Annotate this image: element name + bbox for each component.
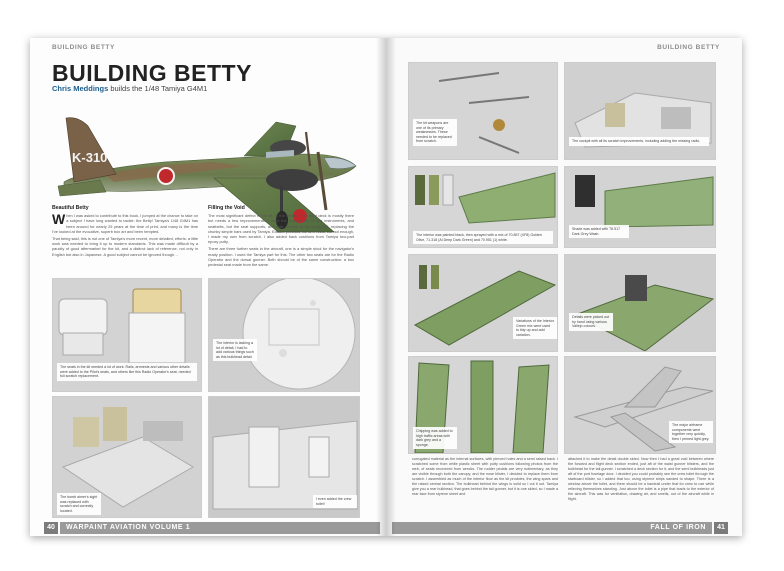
spine-gutter [376,38,396,536]
details-illustration [565,255,716,352]
magazine-spread [30,38,742,536]
right-page [386,38,742,536]
photo-interior-paint [408,166,558,248]
paragraph: The most significant defect in the kit, is the interior. The flight deck is mostly there but needs a few improvements. I used the Eduard set for the instruments, and seatbelts, but the seat supports, and rails needed to be scratched, replacing the chunky simple bars used by Tamiya. Eduard provides the arm rests, but not enough, I made my own from scratch. I also added back cushions from Tamiya two-part epoxy putty. [208,213,354,245]
photo-fuselage-interior [208,396,360,518]
paragraph [52,213,198,234]
running-head-left: BUILDING BETTY [52,44,115,51]
photo-chipping [408,356,558,454]
photo-variations [408,254,558,352]
left-page [30,38,386,536]
caption-crew-toilet: I even added the crew toilet! [313,495,357,508]
tail-code: K-310 [72,150,108,165]
photo-cockpit [564,62,716,160]
caption-major-airframe: The major airframe components went together very quickly, then I primed light grey. [669,421,713,443]
right-text-column-2: attached it to make the detail double sided. Now then I had a great void between where the forward and flight deck section ended, just aft of the waist gunner blisters, and the bulkhead for the tail gunner. I scratched a deck section for it, and the semi bulkheads just aft of the port fuselage door. I decided you could probably see the crew toilet through the starboard blister, so I added that too, using styrene strips sanded to shape. There is a window above the toilet, and there should be a handrail under that for crew to use while relieving themselves standing. Just above the toilet is a pipe that leads to the exterior of the aircraft. This was for ventilation, drawing air, and smells, out of the aircraft while in flight. [568,457,714,501]
text-column-1 [52,206,198,259]
section-heading-beautiful-betty: Beautiful Betty [52,205,89,211]
caption-details: Details were picked out by hand using various Vallejo colours. [569,313,613,331]
caption-shade: Shade was added with 76.517 Dark Grey Wash. [569,225,629,238]
photo-shade [564,166,716,248]
article-byline [52,84,207,93]
caption-cockpit: The cockpit with all its scratch improvements, including adding the missing radio. [569,137,709,146]
photo-bulkhead [208,278,360,392]
photo-seats [52,278,202,392]
photo-bomb-aimer [52,396,202,518]
paragraph-text: hen I was asked to contribute to this book, I jumped at the chance to take on a subject I have long wanted to tackle: the Betty! Tamiya's 1/48 G4M1 has been around for nearly 25 years at the time of print, and many is the time I've looked at the evocative, superb box art and been tempted. [52,213,198,234]
footer-title-right: FALL OF IRON [650,524,706,531]
photo-weapons [408,62,558,160]
page-number-right: 41 [714,522,728,534]
section-heading-filling-the-void: Filling the Void [208,205,245,211]
caption-bomb-aimer: The bomb aimer's sight was replaced with scratch and correctly located. [57,493,101,515]
photo-details [564,254,716,352]
paragraph: There are three further seats in the aircraft, one is a simple stool for the navigator's ready position. I used the Tamiya part for this. The other two seats are for the Radio Operator and the dorsal gunner. Both should be of the same construction: a box pedestal seat made from the same. [208,246,354,268]
bulkhead-illustration [209,279,360,392]
page-number-left: 40 [44,522,58,534]
photo-major-airframe [564,356,716,454]
caption-weapons: The kit weapons are one of its primary weaknesses. These needed to be replaced from scratch. [413,119,457,146]
caption-interior-paint: The interior was painted black, then sprayed with a mix of 70.857 (XF8) Golden Olive, 71.318 (Al Deep Dark Green) and 70.951 (1) white. [413,231,553,244]
paragraph: That being said, this is not one of Tamiya's more recent, more detailed, efforts: a little work was needed to bring it up to modern standards. This was made difficult by a paucity of good aftermarket for the kit, and a distinct lack of reference, not only in English but also in Japanese. A good subject cannot be ignored though… [52,236,198,257]
caption-variations: Variations of the Interior Green mix were used to tidy up and add variation. [513,317,557,339]
byline-rest: builds the 1/48 Tamiya G4M1 [108,84,208,93]
caption-seats: The seats in the kit needed a lot of work. Rails, armrests and various other details were added to the Pilot's seats, and others like this Radio Operator's seat, needed full scratch replacement. [57,363,197,381]
article-title: BUILDING BETTY [52,60,252,86]
caption-chipping: Chipping was added to high traffic areas with dark grey and a sponge. [413,427,457,449]
running-head-right: BUILDING BETTY [657,44,720,51]
drop-cap: W [52,211,66,228]
right-text-column-1: corrugated material as the internal surfaces, with pierced holes and a semi raised back. I scratched some from white plastic sheet with putty cushions following photos from the web, of seats recovered from wrecks. The rudder pedals are very rudimentary, as they are visible through both the canopy, and the nose blister, I decided to replace them from scratch. I assembled as much of the interior floor as the kit provides, the wing spars and the raised central section. The bulkhead behind the wings is solid so I cut it out. Tamiya give you a rear bulkhead, that goes behind the tail gunner, but it is one sided, so I made a rear face from styrene sheet and [412,457,558,496]
byline-author: Chris Meddings [52,84,109,93]
footer-title-left: WARPAINT AVIATION VOLUME 1 [66,524,191,531]
text-column-2 [208,206,354,269]
caption-bulkhead: The interior is lacking a lot of detail, I had to add various things such as this bulkhead detail. [213,339,257,361]
